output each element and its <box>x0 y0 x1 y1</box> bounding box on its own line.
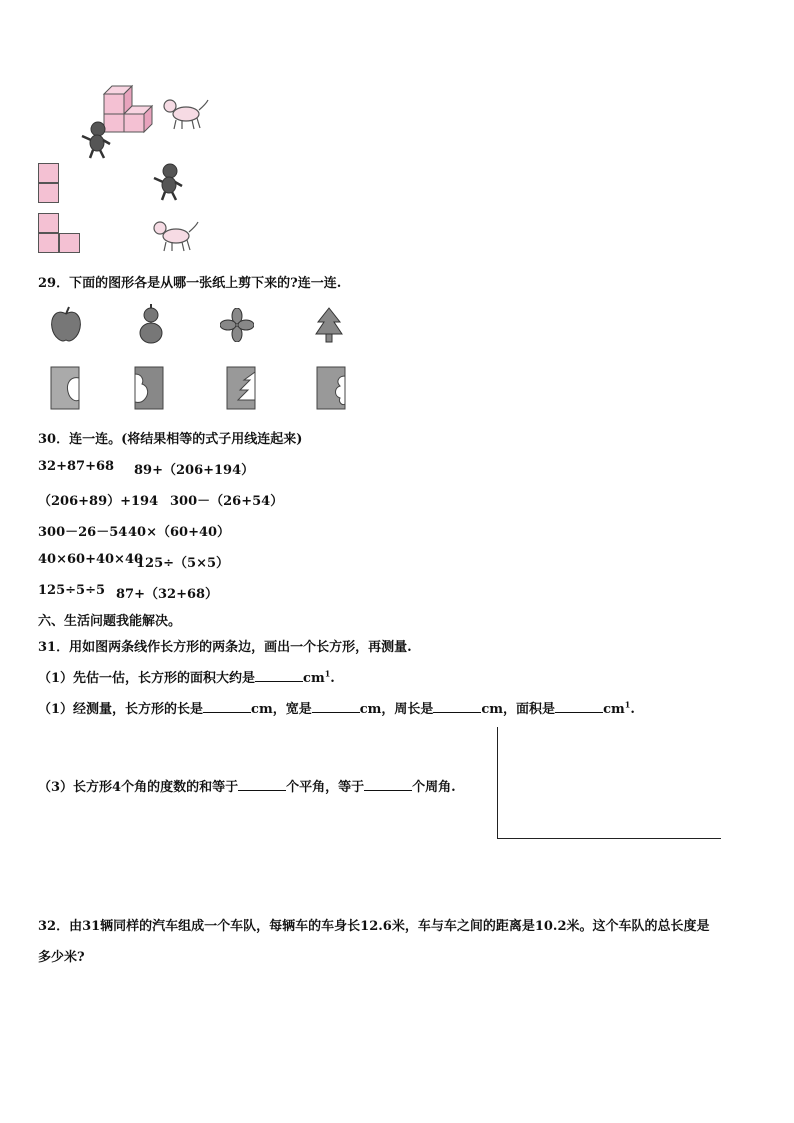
q30-row-4-right: 125÷（5×5） <box>136 556 230 571</box>
unit-text: cm，宽是 <box>251 702 312 717</box>
answer-blank[interactable] <box>364 778 412 791</box>
q30-row-2-right: 300－（26+54） <box>170 494 284 509</box>
unit-text: cm <box>603 702 625 717</box>
paper-gourd-cutout-icon <box>134 366 164 410</box>
view-square <box>38 183 59 203</box>
q32-line-1: 32．由31辆同样的汽车组成一个车队，每辆车的车身长12.6米，车与车之间的距离是10.2米。这个车队的总长度是 <box>38 919 710 934</box>
q30-row-1-right: 89+（206+194） <box>134 463 255 478</box>
paper-apple-cutout-icon <box>50 366 80 410</box>
answer-blank[interactable] <box>433 700 481 713</box>
answer-blank[interactable] <box>203 700 251 713</box>
q30-title: 30．连一连。(将结果相等的式子用线连起来) <box>38 432 303 447</box>
gourd-shape-icon <box>136 304 166 346</box>
q31-title: 31．用如图两条线作长方形的两条边，画出一个长方形，再测量. <box>38 640 412 655</box>
dog-icon <box>150 218 200 254</box>
q30-row-3-left: 300－26－54 <box>38 525 128 540</box>
monkey-icon <box>150 162 186 202</box>
q31-part2-text: （1）经测量，长方形的长是 <box>38 702 204 717</box>
q30-row-3-right: 40×（60+40） <box>128 525 231 540</box>
q31-part2 <box>38 698 635 717</box>
paper-tree-cutout-icon <box>226 366 256 410</box>
apple-shape-icon <box>48 306 84 344</box>
q31-part3-mid: 个平角，等于 <box>286 780 365 795</box>
monkey-icon <box>78 120 114 160</box>
flower-shape-icon <box>220 308 254 342</box>
q30-row-5-right: 87+（32+68） <box>116 587 219 602</box>
section-6-title: 六、生活问题我能解决。 <box>38 614 182 629</box>
view-square <box>38 233 59 253</box>
unit-sup: 1 <box>324 668 331 679</box>
q31-part3-text: （3）长方形4个角的度数的和等于 <box>38 780 239 795</box>
q28-figure <box>0 0 260 260</box>
dog-icon <box>160 96 210 132</box>
q30-row-2-left: （206+89）+194 <box>38 494 159 509</box>
end-punct: . <box>330 671 335 686</box>
q31-part1-text: （1）先估一估，长方形的面积大约是 <box>38 671 256 686</box>
unit-text: cm，面积是 <box>481 702 556 717</box>
q32-line-2: 多少米? <box>38 950 85 965</box>
unit-text: cm <box>303 671 325 686</box>
tree-shape-icon <box>314 306 344 344</box>
rectangle-edges-figure[interactable] <box>497 727 721 839</box>
answer-blank[interactable] <box>555 700 603 713</box>
q31-part1 <box>38 667 335 686</box>
answer-blank[interactable] <box>312 700 360 713</box>
q30-row-4-left: 40×60+40×40 <box>38 552 144 567</box>
view-square <box>38 163 59 183</box>
paper-flower-cutout-icon <box>316 366 346 410</box>
unit-sup: 1 <box>624 699 631 710</box>
q30-row-1-left: 32+87+68 <box>38 459 115 474</box>
q29-cutouts-row <box>40 304 380 350</box>
q29-title: 29．下面的图形各是从哪一张纸上剪下来的?连一连. <box>38 276 342 291</box>
unit-text: cm，周长是 <box>359 702 434 717</box>
q30-row-5-left: 125÷5÷5 <box>38 583 106 598</box>
end-punct: . <box>630 702 635 717</box>
q31-part3 <box>38 776 456 795</box>
view-square <box>38 213 59 233</box>
q31-part3-end: 个周角. <box>412 780 456 795</box>
answer-blank[interactable] <box>255 669 303 682</box>
q29-papers-row <box>40 364 380 414</box>
view-square <box>59 233 80 253</box>
answer-blank[interactable] <box>238 778 286 791</box>
